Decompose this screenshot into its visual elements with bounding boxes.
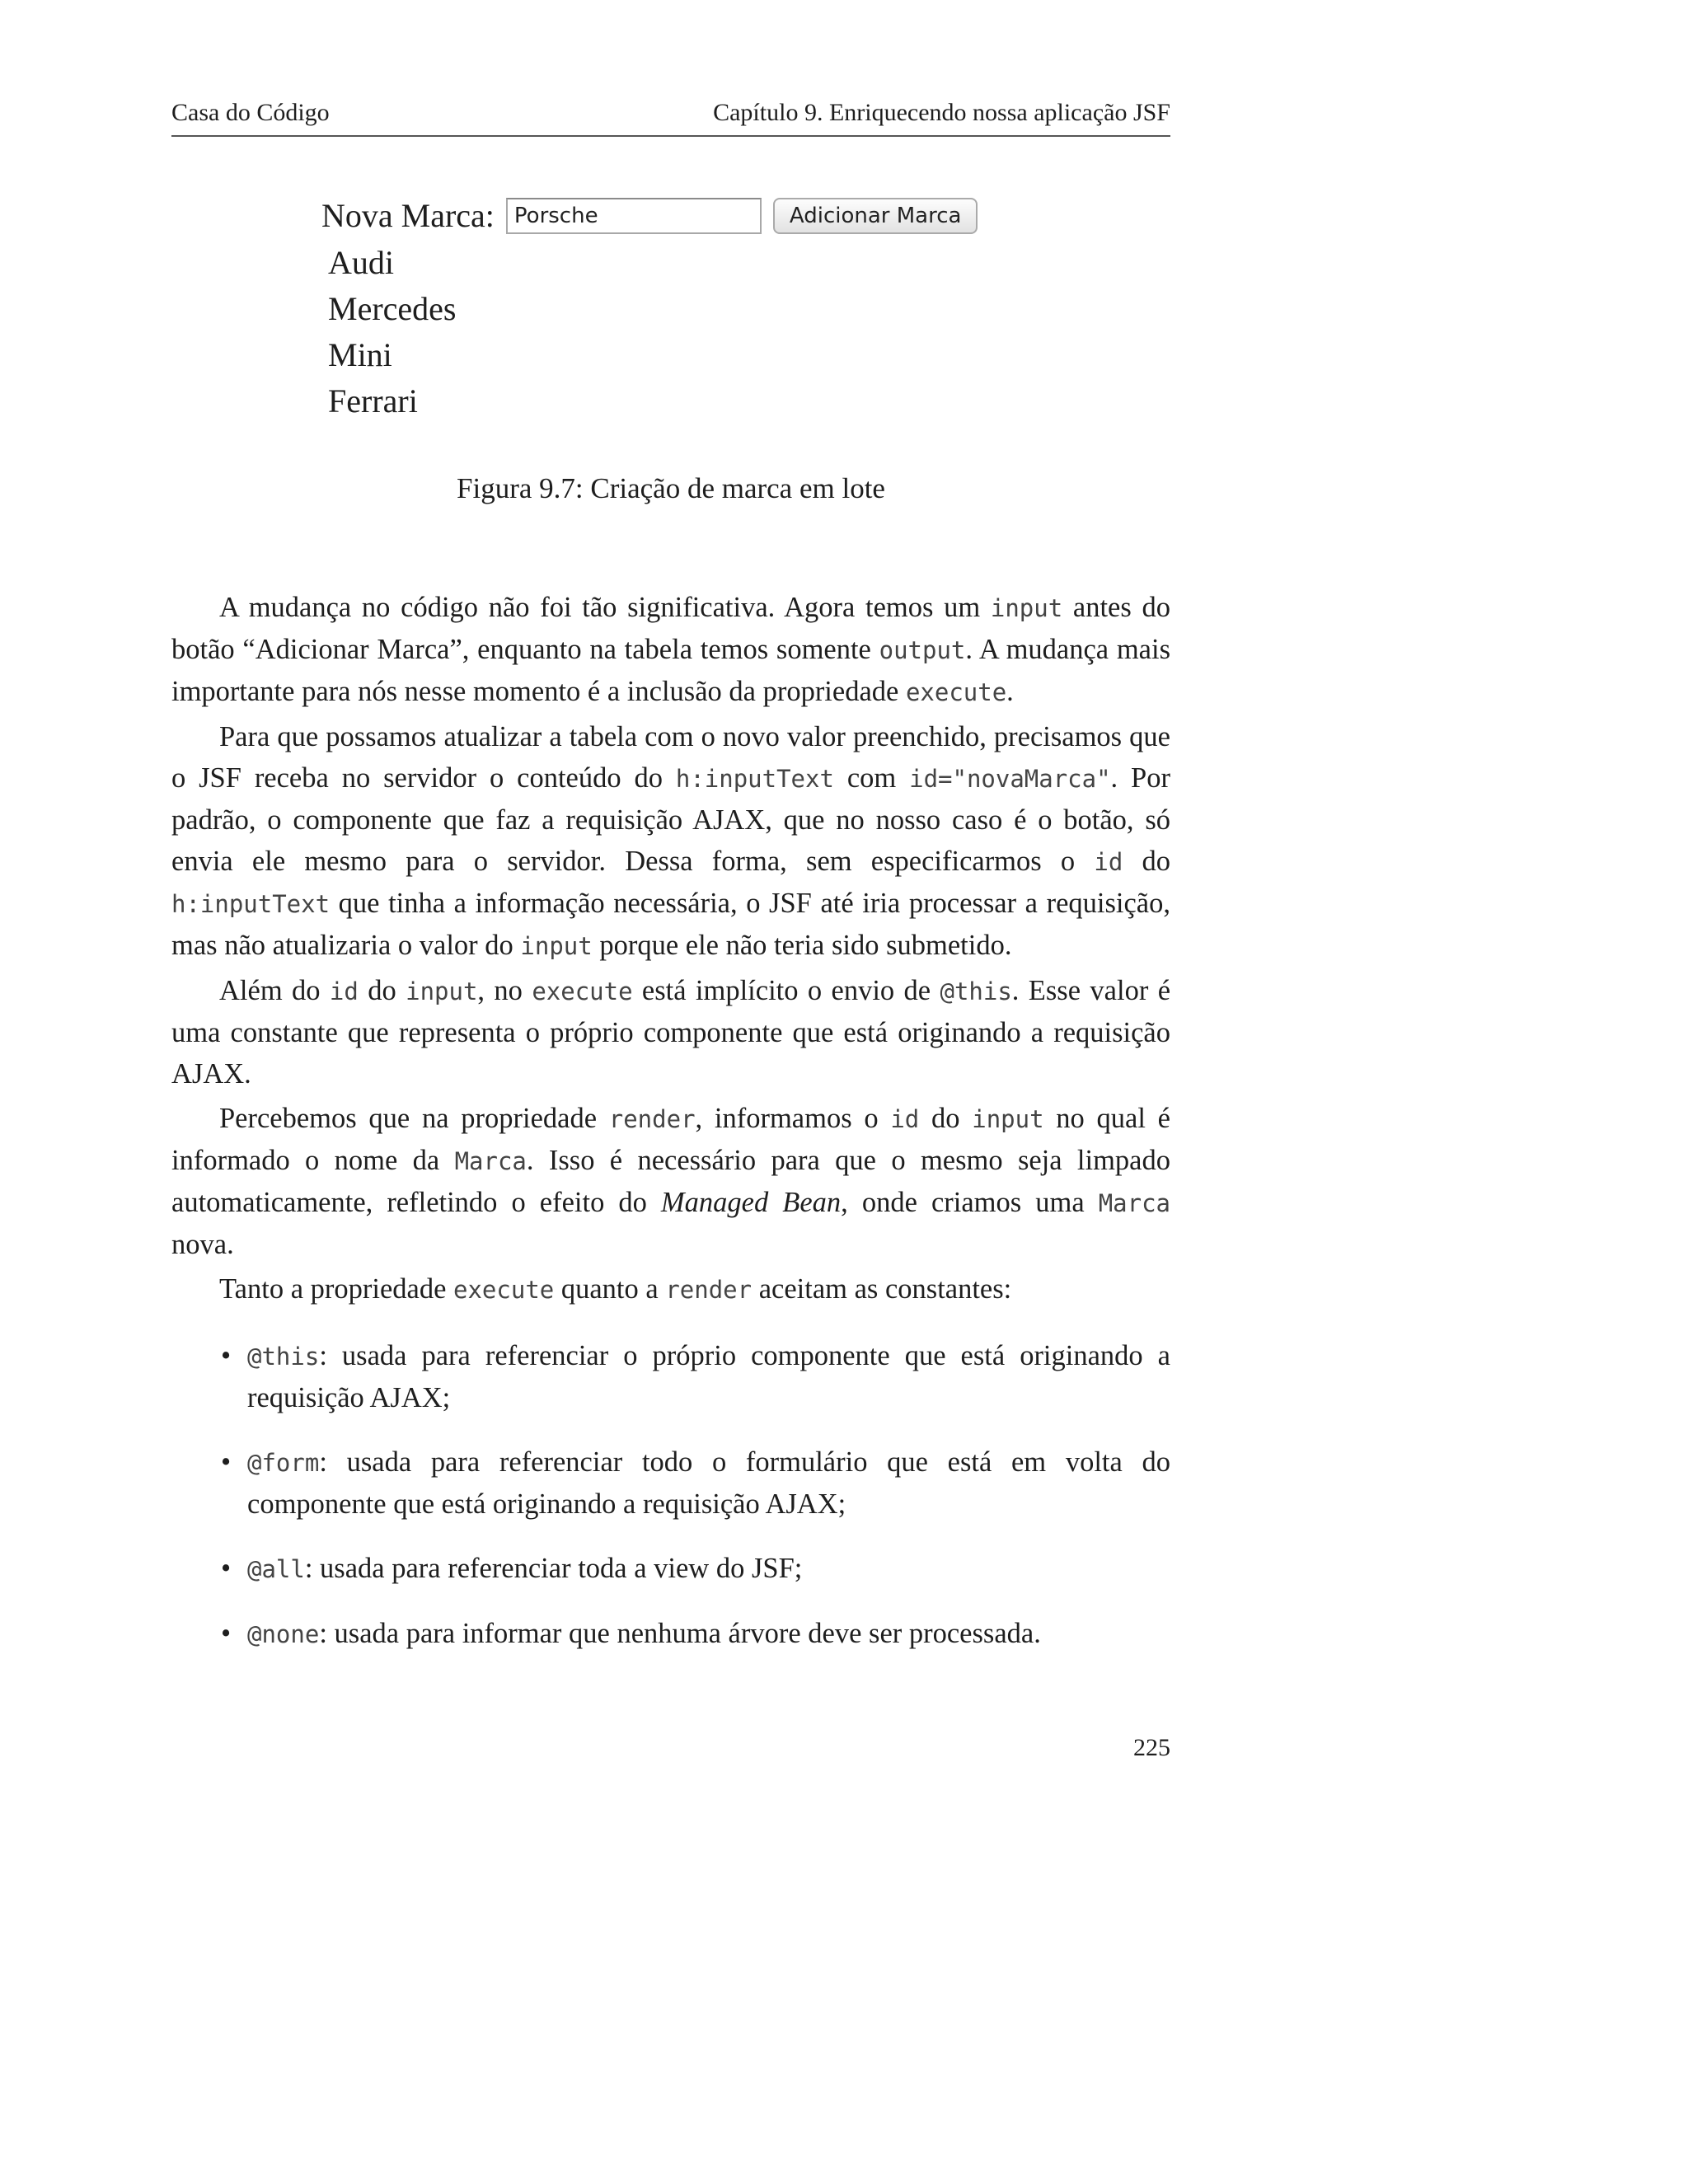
inline-code: id (329, 977, 359, 1005)
paragraph (171, 716, 1170, 967)
text-run: Para que possamos atualizar a tabela com o novo valor preenchido, precisamos que o JSF receba no servidor o conteúdo do (171, 721, 1170, 794)
text-run: : usada para referenciar o próprio componente que está originando a requisição AJAX; (247, 1340, 1170, 1413)
inline-code: id (1094, 848, 1123, 876)
inline-code: h:inputText (171, 890, 331, 918)
inline-code: id (890, 1105, 920, 1133)
text-run: . A mudança mais importante para nós nesse momento é a inclusão da propriedade (171, 634, 1170, 707)
new-brand-input[interactable] (506, 198, 762, 234)
inline-code: output (879, 636, 966, 664)
bullet-icon: • (221, 1553, 232, 1584)
inline-code: input (972, 1105, 1044, 1133)
list-item (171, 1613, 1170, 1655)
inline-code: @this (247, 1343, 320, 1371)
text-run: quanto a (554, 1273, 666, 1305)
inline-code: @form (247, 1449, 320, 1477)
brand-list (328, 240, 978, 424)
paragraph (171, 1268, 1170, 1310)
text-run: está implícito o envio de (632, 975, 940, 1006)
paragraph (171, 1098, 1170, 1265)
body-text (171, 587, 1170, 1678)
text-run: Tanto a propriedade (219, 1273, 454, 1305)
constants-list (171, 1335, 1170, 1655)
brand-item: Mini (328, 336, 392, 373)
inline-code: @all (247, 1555, 305, 1583)
text-run: : usada para referenciar toda a view do JSF; (304, 1553, 803, 1584)
text-run: . Esse valor é uma constante que representa o próprio componente que está originando a requisição AJAX. (171, 975, 1171, 1090)
header-chapter-title: Capítulo 9. Enriquecendo nossa aplicação JSF (713, 99, 1170, 126)
inline-code: h:inputText (675, 765, 834, 793)
text-run: com (833, 762, 910, 794)
brand-item: Ferrari (328, 382, 418, 419)
bullet-icon: • (221, 1340, 232, 1371)
inline-code: input (520, 932, 593, 960)
text-run: Além do (219, 975, 330, 1006)
add-brand-button[interactable] (773, 198, 978, 234)
add-brand-button-label: Adicionar Marca (789, 203, 962, 228)
text-run: Percebemos que na propriedade (219, 1103, 609, 1134)
new-brand-label: Nova Marca: (321, 197, 495, 234)
bullet-icon: • (221, 1446, 232, 1478)
text-run: do (1123, 846, 1171, 877)
header-book-title: Casa do Código (171, 99, 330, 126)
inline-code: @none (247, 1620, 320, 1648)
text-run: , onde criamos uma (841, 1187, 1099, 1218)
text-run: . Por padrão, o componente que faz a requisição AJAX, que no nosso caso é o botão, só envia ele mesmo para o servidor. Dessa forma, sem especificarmos o (171, 762, 1170, 877)
inline-code: execute (453, 1276, 555, 1304)
paragraph (171, 970, 1170, 1094)
bullet-icon: • (221, 1618, 232, 1649)
brand-item: Mercedes (328, 290, 457, 327)
text-run: : usada para informar que nenhuma árvore deve ser processada. (319, 1618, 1041, 1649)
new-brand-form (321, 196, 978, 235)
text-run: no qual é informado o nome da (171, 1103, 1170, 1176)
text-run: nova. (171, 1229, 234, 1260)
text-run: . (1006, 676, 1014, 707)
brand-item: Audi (328, 244, 394, 281)
inline-code: input (406, 977, 478, 1005)
text-run: antes do botão “Adicionar Marca”, enquanto na tabela temos somente (171, 592, 1170, 665)
running-header (171, 99, 1170, 137)
inline-code: render (608, 1105, 696, 1133)
inline-code: Marca (454, 1147, 527, 1175)
text-run: A mudança no código não foi tão significativa. Agora temos um (219, 592, 991, 623)
inline-code: @this (940, 977, 1012, 1005)
text-run: do (919, 1103, 973, 1134)
inline-code: input (990, 594, 1063, 622)
paragraph (171, 587, 1170, 713)
text-run: porque ele não teria sido submetido. (592, 930, 1012, 961)
text-run: que tinha a informação necessária, o JSF até iria processar a requisição, mas não atualizaria o valor do (171, 888, 1170, 961)
text-run: , no (477, 975, 532, 1006)
text-run: . Isso é necessário para que o mesmo seja limpado automaticamente, refletindo o efeito do (171, 1145, 1170, 1218)
page-number: 225 (1133, 1734, 1170, 1761)
list-item (171, 1335, 1170, 1418)
text-run: do (358, 975, 406, 1006)
figure-caption: Figura 9.7: Criação de marca em lote (457, 472, 885, 504)
inline-code: execute (532, 977, 633, 1005)
new-brand-input-value: Porsche (513, 203, 598, 228)
text-run: aceitam as constantes: (752, 1273, 1012, 1305)
inline-code: execute (905, 678, 1007, 706)
inline-code: id="novaMarca" (909, 765, 1111, 793)
figure-screenshot (321, 196, 978, 424)
emphasis-text: Managed Bean (660, 1187, 842, 1218)
text-run: : usada para referenciar todo o formulário que está em volta do componente que está originando a requisição AJAX; (247, 1446, 1170, 1520)
inline-code: Marca (1098, 1189, 1170, 1217)
inline-code: render (665, 1276, 753, 1304)
list-item (171, 1441, 1170, 1525)
list-item (171, 1548, 1170, 1590)
text-run: , informamos o (695, 1103, 891, 1134)
